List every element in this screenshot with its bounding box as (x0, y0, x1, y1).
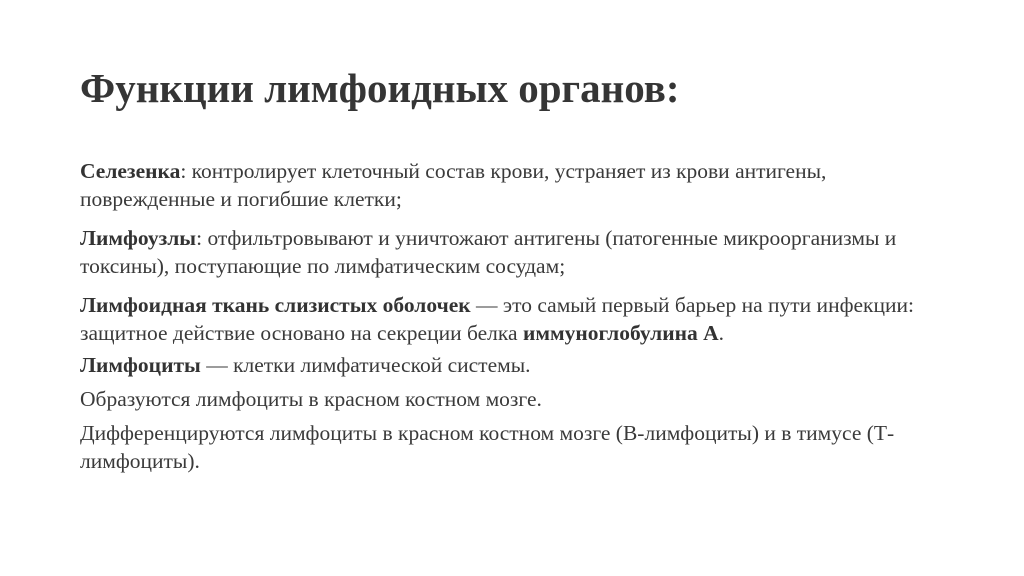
paragraph-differentiation (80, 419, 960, 475)
term-spleen: Селезенка (80, 159, 181, 183)
paragraph-spleen (80, 157, 960, 213)
text-mucosal-tissue: — это самый первый барьер на пути инфекции: защитное действие основано на секреции белка (80, 293, 914, 345)
slide-body (80, 157, 960, 486)
term-immunoglobulin-a: иммуноглобулина А (522, 321, 719, 345)
paragraph-formation (80, 385, 960, 413)
paragraph-mucosal-tissue (80, 291, 940, 347)
term-mucosal-tissue: Лимфоидная ткань слизистых оболочек (80, 293, 471, 317)
term-lymph-nodes: Лимфоузлы (80, 226, 197, 250)
slide-title: Функции лимфоидных органов: (80, 65, 680, 111)
text-differentiation: Дифференцируются лимфоциты в красном костном мозге (В-лимфоциты) и в тимусе (Т-лимфоциты). (80, 421, 895, 473)
text-mucosal-end: . (718, 321, 724, 345)
paragraph-lymph-nodes (80, 224, 960, 280)
term-lymphocytes: Лимфоциты (80, 353, 201, 377)
text-formation: Образуются лимфоциты в красном костном мозге. (80, 387, 542, 411)
paragraph-lymphocytes (80, 351, 960, 379)
text-lymphocytes: — клетки лимфатической системы. (200, 353, 531, 377)
text-lymph-nodes: : отфильтровывают и уничтожают антигены (патогенные микроорганизмы и токсины), поступающие по лимфатическим сосудам; (80, 226, 897, 278)
text-spleen: : контролирует клеточный состав крови, устраняет из крови антигены, поврежденные и погибшие клетки; (80, 159, 827, 211)
